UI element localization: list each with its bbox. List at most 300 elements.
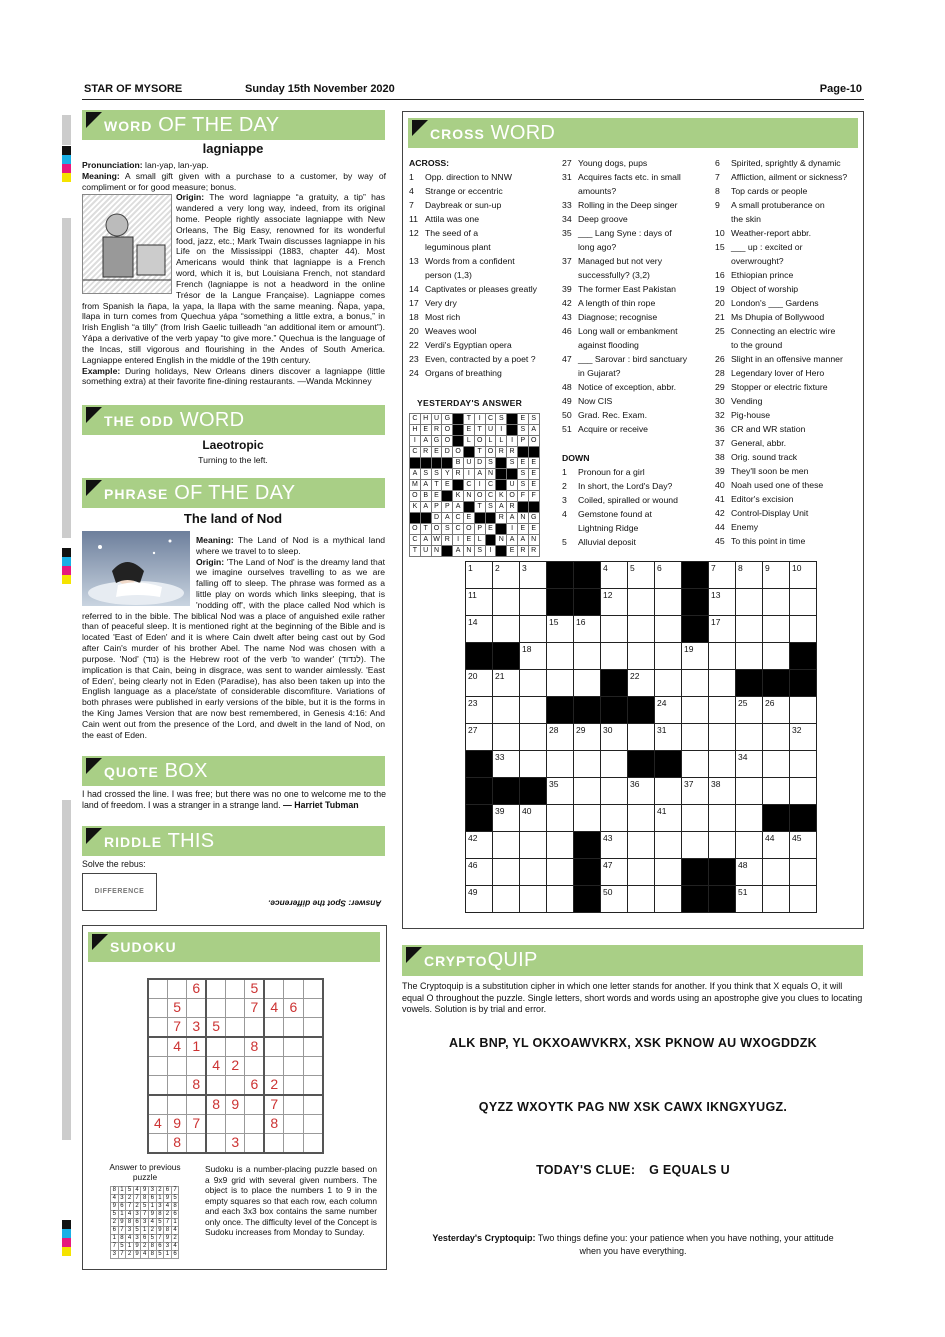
- clue: successfully? (3,2): [578, 270, 650, 280]
- answer-sudoku-cell: 2: [111, 1219, 119, 1227]
- crossword-cell[interactable]: 17: [709, 616, 736, 643]
- answer-cell: F: [528, 491, 539, 502]
- answer-cell: [442, 491, 453, 502]
- clue-value: G EQUALS U: [649, 1163, 730, 1177]
- sudoku-cell[interactable]: [245, 1095, 264, 1114]
- sudoku-cell[interactable]: [303, 1056, 322, 1075]
- sudoku-cell[interactable]: [206, 1075, 225, 1094]
- clue: 3 Coiled, spiralled or wound: [562, 495, 678, 505]
- sudoku-cell[interactable]: 3: [187, 1018, 206, 1037]
- crossword-cell[interactable]: [763, 643, 790, 670]
- sudoku-cell[interactable]: [303, 1075, 322, 1094]
- crossword-cell[interactable]: 34: [736, 751, 763, 778]
- answer-cell: C: [463, 480, 474, 491]
- sudoku-cell[interactable]: [226, 1018, 245, 1037]
- sudoku-cell[interactable]: [245, 1133, 264, 1152]
- crossword-cell[interactable]: 47: [601, 859, 628, 886]
- black-cell: [466, 805, 493, 832]
- crossword-cell[interactable]: [520, 859, 547, 886]
- black-cell: [574, 562, 601, 589]
- sudoku-cell[interactable]: [303, 1133, 322, 1152]
- crossword-cell[interactable]: [790, 886, 817, 913]
- odd-word-meaning: Turning to the left.: [198, 454, 268, 465]
- crossword-cell[interactable]: [655, 832, 682, 859]
- crossword-cell[interactable]: [520, 697, 547, 724]
- answer-cell: E: [442, 480, 453, 491]
- crossword-cell[interactable]: [574, 778, 601, 805]
- crossword-cell[interactable]: [655, 616, 682, 643]
- sudoku-cell[interactable]: [303, 979, 322, 998]
- crossword-cell[interactable]: 8: [736, 562, 763, 589]
- crossword-cell[interactable]: [493, 697, 520, 724]
- answer-cell: I: [496, 425, 507, 436]
- crossword-cell[interactable]: [655, 859, 682, 886]
- sudoku-cell[interactable]: [284, 1095, 303, 1114]
- crossword-cell[interactable]: [547, 832, 574, 859]
- crossword-cell[interactable]: [790, 751, 817, 778]
- sudoku-cell[interactable]: 5: [245, 979, 264, 998]
- crossword-cell[interactable]: [682, 670, 709, 697]
- sudoku-cell[interactable]: [284, 1056, 303, 1075]
- crossword-cell[interactable]: [628, 643, 655, 670]
- answer-sudoku-cell: 9: [111, 1203, 119, 1211]
- sudoku-cell[interactable]: 7: [167, 1018, 186, 1037]
- sudoku-cell[interactable]: 8: [264, 1114, 283, 1133]
- answer-cell: R: [507, 502, 518, 513]
- sudoku-cell[interactable]: [187, 1095, 206, 1114]
- crossword-cell[interactable]: [493, 724, 520, 751]
- crossword-cell[interactable]: [493, 886, 520, 913]
- crossword-cell[interactable]: 10: [790, 562, 817, 589]
- sudoku-cell[interactable]: [264, 1056, 283, 1075]
- crossword-cell[interactable]: [628, 724, 655, 751]
- crossword-cell[interactable]: [709, 670, 736, 697]
- crossword-cell[interactable]: [709, 724, 736, 751]
- answer-cell: C: [410, 414, 421, 425]
- clue: 10 Weather-report abbr.: [715, 228, 811, 238]
- clue: amounts?: [578, 186, 617, 196]
- crossword-cell[interactable]: [493, 616, 520, 643]
- crossword-cell[interactable]: [790, 859, 817, 886]
- crossword-cell[interactable]: [709, 751, 736, 778]
- answer-cell: U: [507, 480, 518, 491]
- crossword-cell[interactable]: [628, 832, 655, 859]
- crossword-cell[interactable]: 4: [601, 562, 628, 589]
- sudoku-cell[interactable]: [148, 979, 167, 998]
- sudoku-cell[interactable]: 7: [187, 1114, 206, 1133]
- sudoku-cell[interactable]: 7: [264, 1095, 283, 1114]
- sudoku-cell[interactable]: [206, 998, 225, 1017]
- clue: 26 Slight in an offensive manner: [715, 354, 843, 364]
- crossword-cell[interactable]: [628, 859, 655, 886]
- crossword-cell[interactable]: [736, 778, 763, 805]
- crossword-cell[interactable]: 13: [709, 589, 736, 616]
- sudoku-cell[interactable]: 5: [206, 1018, 225, 1037]
- clue: 50 Grad. Rec. Exam.: [562, 410, 648, 420]
- crossword-cell[interactable]: [736, 643, 763, 670]
- sudoku-cell[interactable]: [148, 1095, 167, 1114]
- answer-sudoku-cell: 4: [164, 1203, 172, 1211]
- crossword-cell[interactable]: [763, 859, 790, 886]
- sudoku-cell[interactable]: [284, 1037, 303, 1056]
- crossword-cell[interactable]: 3: [520, 562, 547, 589]
- sudoku-cell[interactable]: [245, 1056, 264, 1075]
- answer-cell: C: [485, 491, 496, 502]
- answer-sudoku-cell: 3: [133, 1211, 141, 1219]
- color-marks: [62, 146, 71, 182]
- clue: 22 Verdi's Egyptian opera: [409, 340, 512, 350]
- sudoku-cell[interactable]: [148, 1133, 167, 1152]
- crossword-cell[interactable]: 11: [466, 589, 493, 616]
- black-cell: [574, 859, 601, 886]
- sudoku-cell[interactable]: [206, 1133, 225, 1152]
- sudoku-cell[interactable]: [148, 1056, 167, 1075]
- answer-cell: U: [420, 546, 431, 557]
- sudoku-cell[interactable]: 6: [187, 979, 206, 998]
- sudoku-cell[interactable]: [187, 998, 206, 1017]
- sudoku-cell[interactable]: 5: [167, 998, 186, 1017]
- sudoku-cell[interactable]: 9: [167, 1114, 186, 1133]
- sudoku-cell[interactable]: [206, 1114, 225, 1133]
- answer-cell: N: [431, 546, 442, 557]
- sudoku-cell[interactable]: [187, 1133, 206, 1152]
- sudoku-cell[interactable]: [264, 1037, 283, 1056]
- sudoku-cell[interactable]: [226, 1075, 245, 1094]
- crossword-cell[interactable]: [520, 670, 547, 697]
- crossword-cell[interactable]: 50: [601, 886, 628, 913]
- crossword-cell[interactable]: 23: [466, 697, 493, 724]
- crossword-cell[interactable]: 32: [790, 724, 817, 751]
- answer-sudoku-cell: 1: [141, 1227, 149, 1235]
- crossword-cell[interactable]: [628, 886, 655, 913]
- crossword-cell[interactable]: [574, 643, 601, 670]
- crossword-cell[interactable]: 21: [493, 670, 520, 697]
- answer-sudoku-cell: 7: [111, 1243, 119, 1251]
- crossword-cell[interactable]: 7: [709, 562, 736, 589]
- clue: 38 Orig. sound track: [715, 452, 798, 462]
- crossword-cell[interactable]: [547, 805, 574, 832]
- sudoku-cell[interactable]: [226, 979, 245, 998]
- answer-cell: B: [420, 491, 431, 502]
- sudoku-cell[interactable]: 4: [264, 998, 283, 1017]
- clue: 20 London's ___ Gardens: [715, 298, 819, 308]
- crossword-cell[interactable]: [709, 805, 736, 832]
- sudoku-cell[interactable]: [245, 1018, 264, 1037]
- crossword-cell[interactable]: 39: [493, 805, 520, 832]
- answer-sudoku-cell: 7: [126, 1203, 134, 1211]
- crossword-cell[interactable]: [736, 589, 763, 616]
- sudoku-cell[interactable]: [284, 1075, 303, 1094]
- black-cell: [709, 859, 736, 886]
- crossword-cell[interactable]: 30: [601, 724, 628, 751]
- crossword-cell[interactable]: 46: [466, 859, 493, 886]
- crossword-cell[interactable]: 49: [466, 886, 493, 913]
- sudoku-cell[interactable]: 8: [187, 1075, 206, 1094]
- crossword-cell[interactable]: 48: [736, 859, 763, 886]
- answer-cell: O: [410, 524, 421, 535]
- answer-cell: I: [463, 469, 474, 480]
- crossword-cell[interactable]: [628, 589, 655, 616]
- sudoku-cell[interactable]: 4: [148, 1114, 167, 1133]
- phrase-section: The land of Nod Meaning: The Land of Nod is a mythical land where we travel to to sleep. Origin: 'The Land of Nod' is the dreamy land that we imagine ourselves travelling to as we are falling off to sleep. The phrase was formed as a little play on words which links sleeping, that is 'nodding off', with the place called Nod which is referred to in the bible. The biblical Nod was a place of anguished exile rather than of peaceful sleep. It is mentioned right at the beginning of the Bible and is located 'East of Eden' and it is where Cain dwelt after being cast out by God after Cain's murder of his brother Abel. The name Nod was chosen with a purpose. 'Nod' (נוד) is the Hebrew root of the verb 'to wander' (לנדוד). The implication is that Cain, being in disgrace, was sent to wander aimlessly. 'East of Eden', being clearly not in Eden (Paradise), has also been taken up into the English language as a place/state of considerable discomfiture. Variations of both phrases were published in early versions of the bible, but it is the forms in the King James Version that are now best remembered, in Genesis 4:16: And Cain went out from the presence of the Lord, and dwelt in the land of Nod, on the east of Eden.: [82, 511, 385, 740]
- crossword-cell[interactable]: [520, 724, 547, 751]
- crossword-cell[interactable]: 25: [736, 697, 763, 724]
- crossword-cell[interactable]: [763, 778, 790, 805]
- answer-sudoku-cell: 6: [171, 1251, 179, 1259]
- crossword-cell[interactable]: [601, 778, 628, 805]
- crossword-cell[interactable]: 51: [736, 886, 763, 913]
- crossword-cell[interactable]: [763, 616, 790, 643]
- sudoku-cell[interactable]: [245, 1114, 264, 1133]
- sudoku-cell[interactable]: [226, 998, 245, 1017]
- answer-cell: R: [507, 447, 518, 458]
- answer-cell: S: [431, 469, 442, 480]
- answer-cell: S: [485, 458, 496, 469]
- crossword-cell[interactable]: 33: [493, 751, 520, 778]
- sudoku-cell[interactable]: [303, 1037, 322, 1056]
- crossword-cell[interactable]: [520, 751, 547, 778]
- answer-cell: S: [517, 425, 528, 436]
- crossword-cell[interactable]: [601, 643, 628, 670]
- crossword-cell[interactable]: [709, 643, 736, 670]
- crossword-cell[interactable]: 44: [763, 832, 790, 859]
- sudoku-cell[interactable]: [167, 1095, 186, 1114]
- sudoku-cell[interactable]: 1: [187, 1037, 206, 1056]
- sudoku-cell[interactable]: [284, 1018, 303, 1037]
- crossword-cell[interactable]: [763, 589, 790, 616]
- crossword-cell[interactable]: [655, 670, 682, 697]
- black-cell: [790, 670, 817, 697]
- crossword-cell[interactable]: 15: [547, 616, 574, 643]
- answer-sudoku-cell: 7: [156, 1235, 164, 1243]
- sudoku-cell[interactable]: 7: [245, 998, 264, 1017]
- crossword-cell[interactable]: [547, 751, 574, 778]
- crossword-cell[interactable]: 20: [466, 670, 493, 697]
- black-cell: [655, 751, 682, 778]
- crossword-cell[interactable]: 1: [466, 562, 493, 589]
- crossword-cell[interactable]: [790, 589, 817, 616]
- crossword-cell[interactable]: [763, 751, 790, 778]
- sudoku-cell[interactable]: [167, 1075, 186, 1094]
- answer-cell: [507, 414, 518, 425]
- answer-cell: R: [431, 425, 442, 436]
- crossword-cell[interactable]: [601, 805, 628, 832]
- black-cell: [493, 643, 520, 670]
- answer-sudoku-cell: 2: [148, 1227, 156, 1235]
- crossword-cell[interactable]: [601, 751, 628, 778]
- crossword-cell[interactable]: 42: [466, 832, 493, 859]
- clue: 40 Noah used one of these: [715, 480, 824, 490]
- answer-sudoku-cell: 9: [118, 1219, 126, 1227]
- crossword-cell[interactable]: 41: [655, 805, 682, 832]
- answer-cell: O: [528, 436, 539, 447]
- crossword-cell[interactable]: [547, 670, 574, 697]
- sudoku-cell[interactable]: 3: [226, 1133, 245, 1152]
- crossword-cell[interactable]: 45: [790, 832, 817, 859]
- crossword-cell[interactable]: 18: [520, 643, 547, 670]
- sudoku-cell[interactable]: 2: [264, 1075, 283, 1094]
- sudoku-cell[interactable]: [148, 1018, 167, 1037]
- answer-cell: U: [463, 458, 474, 469]
- crossword-cell[interactable]: 29: [574, 724, 601, 751]
- answer-sudoku-cell: 6: [118, 1203, 126, 1211]
- answer-cell: [496, 524, 507, 535]
- black-cell: [790, 643, 817, 670]
- sudoku-cell[interactable]: 2: [226, 1056, 245, 1075]
- answer-cell: [410, 513, 421, 524]
- sudoku-cell[interactable]: 6: [245, 1075, 264, 1094]
- answer-cell: I: [507, 524, 518, 535]
- sudoku-cell[interactable]: [167, 979, 186, 998]
- crossword-cell[interactable]: 9: [763, 562, 790, 589]
- crossword-cell[interactable]: [736, 724, 763, 751]
- crossword-cell[interactable]: [547, 886, 574, 913]
- sudoku-cell[interactable]: [303, 1114, 322, 1133]
- sudoku-cell[interactable]: 4: [206, 1056, 225, 1075]
- crossword-cell[interactable]: [682, 805, 709, 832]
- crossword-cell[interactable]: [574, 670, 601, 697]
- sudoku-cell[interactable]: [187, 1056, 206, 1075]
- crossword-cell[interactable]: [520, 832, 547, 859]
- crossword-cell[interactable]: 31: [655, 724, 682, 751]
- crossword-cell[interactable]: 19: [682, 643, 709, 670]
- black-cell: [790, 805, 817, 832]
- sudoku-cell[interactable]: 8: [167, 1133, 186, 1152]
- crossword-cell[interactable]: [493, 859, 520, 886]
- sudoku-cell[interactable]: [167, 1056, 186, 1075]
- crossword-cell[interactable]: [547, 859, 574, 886]
- black-cell: [547, 562, 574, 589]
- crossword-cell[interactable]: [709, 832, 736, 859]
- crossword-cell[interactable]: [493, 589, 520, 616]
- crossword-cell[interactable]: [628, 616, 655, 643]
- sudoku-cell[interactable]: 8: [245, 1037, 264, 1056]
- sudoku-cell[interactable]: [303, 1095, 322, 1114]
- cipher-line-2: QYZZ WXOYTK PAG NW XSK CAWX IKNGXYUGZ.: [478, 1100, 788, 1114]
- answer-sudoku-cell: 7: [118, 1227, 126, 1235]
- answer-cell: N: [517, 513, 528, 524]
- sudoku-cell[interactable]: 8: [206, 1095, 225, 1114]
- answer-cell: [517, 447, 528, 458]
- clue: against flooding: [578, 340, 639, 350]
- answer-cell: C: [453, 513, 464, 524]
- crossword-cell[interactable]: [520, 589, 547, 616]
- sudoku-cell[interactable]: [148, 998, 167, 1017]
- crossword-cell[interactable]: [682, 832, 709, 859]
- sudoku-cell[interactable]: [206, 1037, 225, 1056]
- crossword-cell[interactable]: 24: [655, 697, 682, 724]
- crossword-cell[interactable]: 40: [520, 805, 547, 832]
- crossword-cell[interactable]: [790, 697, 817, 724]
- riddle-prompt: Solve the rebus:: [82, 859, 146, 869]
- clue: 8 Top cards or people: [715, 186, 808, 196]
- sudoku-cell[interactable]: [264, 979, 283, 998]
- clue: 49 Now CIS: [562, 396, 613, 406]
- yesterday-answer-grid: [409, 413, 540, 557]
- sudoku-cell[interactable]: 9: [226, 1095, 245, 1114]
- crossword-cell[interactable]: 35: [547, 778, 574, 805]
- clue: 31 Acquires facts etc. in small: [562, 172, 681, 182]
- crossword-cell[interactable]: [763, 724, 790, 751]
- sudoku-cell[interactable]: 6: [284, 998, 303, 1017]
- answer-cell: E: [528, 469, 539, 480]
- answer-sudoku-cell: 8: [156, 1211, 164, 1219]
- crossword-cell[interactable]: [790, 778, 817, 805]
- answer-cell: S: [528, 414, 539, 425]
- clue: 1 Opp. direction to NNW: [409, 172, 512, 182]
- crossword-cell[interactable]: [655, 589, 682, 616]
- crossword-cell[interactable]: 38: [709, 778, 736, 805]
- crossword-cell[interactable]: [790, 616, 817, 643]
- answer-cell: [496, 480, 507, 491]
- answer-cell: [431, 458, 442, 469]
- crossword-cell[interactable]: 6: [655, 562, 682, 589]
- crossword-cell[interactable]: [736, 805, 763, 832]
- answer-cell: M: [410, 480, 421, 491]
- sudoku-cell[interactable]: [226, 1114, 245, 1133]
- crossword-cell[interactable]: [736, 616, 763, 643]
- crossword-cell[interactable]: [574, 805, 601, 832]
- answer-sudoku-cell: 9: [164, 1195, 172, 1203]
- crossword-cell[interactable]: [655, 886, 682, 913]
- crossword-cell[interactable]: [574, 751, 601, 778]
- crossword-cell[interactable]: [628, 805, 655, 832]
- odd-word-title: Laeotropic: [202, 438, 264, 452]
- sudoku-cell[interactable]: [148, 1075, 167, 1094]
- sudoku-cell[interactable]: [284, 1114, 303, 1133]
- sudoku-cell[interactable]: [264, 1018, 283, 1037]
- crossword-cell[interactable]: [520, 616, 547, 643]
- crossword-cell[interactable]: [736, 832, 763, 859]
- crossword-cell[interactable]: [547, 643, 574, 670]
- crossword-cell[interactable]: 14: [466, 616, 493, 643]
- crossword-cell[interactable]: 27: [466, 724, 493, 751]
- crossword-cell[interactable]: 5: [628, 562, 655, 589]
- crossword-cell[interactable]: 16: [574, 616, 601, 643]
- crossword-cell[interactable]: 2: [493, 562, 520, 589]
- sudoku-cell[interactable]: [264, 1133, 283, 1152]
- sudoku-cell[interactable]: [284, 1133, 303, 1152]
- crossword-cell[interactable]: 26: [763, 697, 790, 724]
- crossword-cell[interactable]: 12: [601, 589, 628, 616]
- answer-sudoku-cell: 1: [126, 1243, 134, 1251]
- crossword-cell[interactable]: 36: [628, 778, 655, 805]
- sudoku-cell[interactable]: [303, 1018, 322, 1037]
- crossword-cell[interactable]: 22: [628, 670, 655, 697]
- crossword-cell[interactable]: 43: [601, 832, 628, 859]
- answer-cell: A: [420, 436, 431, 447]
- crossword-cell[interactable]: [601, 616, 628, 643]
- sudoku-cell[interactable]: [148, 1037, 167, 1056]
- crossword-cell[interactable]: 37: [682, 778, 709, 805]
- crossword-cell[interactable]: [493, 832, 520, 859]
- sudoku-cell[interactable]: 4: [167, 1037, 186, 1056]
- crossword-cell[interactable]: [682, 697, 709, 724]
- crossword-cell[interactable]: [763, 886, 790, 913]
- crossword-cell[interactable]: [709, 697, 736, 724]
- answer-sudoku-cell: 2: [164, 1211, 172, 1219]
- crossword-cell[interactable]: [655, 778, 682, 805]
- crossword-cell[interactable]: 28: [547, 724, 574, 751]
- sudoku-cell[interactable]: [303, 998, 322, 1017]
- crossword-cell[interactable]: [682, 751, 709, 778]
- sudoku-cell[interactable]: [284, 979, 303, 998]
- crossword-cell[interactable]: [655, 643, 682, 670]
- crossword-cell[interactable]: [520, 886, 547, 913]
- sudoku-cell[interactable]: [206, 979, 225, 998]
- sudoku-cell[interactable]: [226, 1037, 245, 1056]
- crossword-cell[interactable]: [682, 724, 709, 751]
